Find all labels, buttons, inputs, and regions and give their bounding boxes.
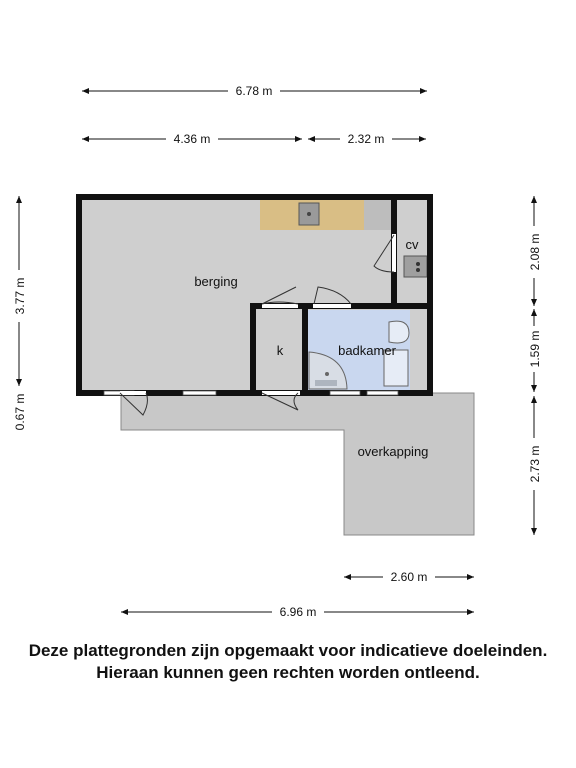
toilet-icon	[389, 321, 409, 343]
disclaimer-line-2: Hieraan kunnen geen rechten worden ontleend.	[96, 663, 480, 682]
boiler-dot2-icon	[416, 268, 420, 272]
room-label-cv: cv	[405, 237, 419, 252]
dim-left-part-width: 4.36 m	[173, 132, 211, 146]
shower-drain-icon	[325, 372, 329, 376]
overkapping-area	[121, 393, 474, 535]
dim-total-width-top: 6.78 m	[235, 84, 273, 98]
dim-total-width-bottom: 6.96 m	[279, 605, 317, 619]
disclaimer-line-1: Deze plattegronden zijn opgemaakt voor indicatieve doeleinden.	[28, 641, 548, 660]
dim-left-lower-height: 0.67 m	[13, 393, 27, 431]
room-label-berging: berging	[194, 274, 238, 289]
dim-overkapping-width: 2.60 m	[390, 570, 428, 584]
dim-right-part-width: 2.32 m	[347, 132, 385, 146]
dim-right-middle-height: 1.59 m	[528, 330, 542, 368]
dim-right-lower-height: 2.73 m	[528, 445, 542, 483]
room-label-overkapping: overkapping	[357, 444, 429, 459]
dim-right-upper-height: 2.08 m	[528, 233, 542, 271]
sink-drain-icon	[307, 212, 311, 216]
room-label-badkamer: badkamer	[338, 343, 396, 358]
counter-end	[364, 199, 392, 230]
shower-floor-icon	[315, 380, 337, 386]
room-label-k: k	[276, 343, 284, 358]
boiler-dot-icon	[416, 262, 420, 266]
dim-left-height: 3.77 m	[13, 277, 27, 315]
boiler-icon	[404, 256, 427, 277]
